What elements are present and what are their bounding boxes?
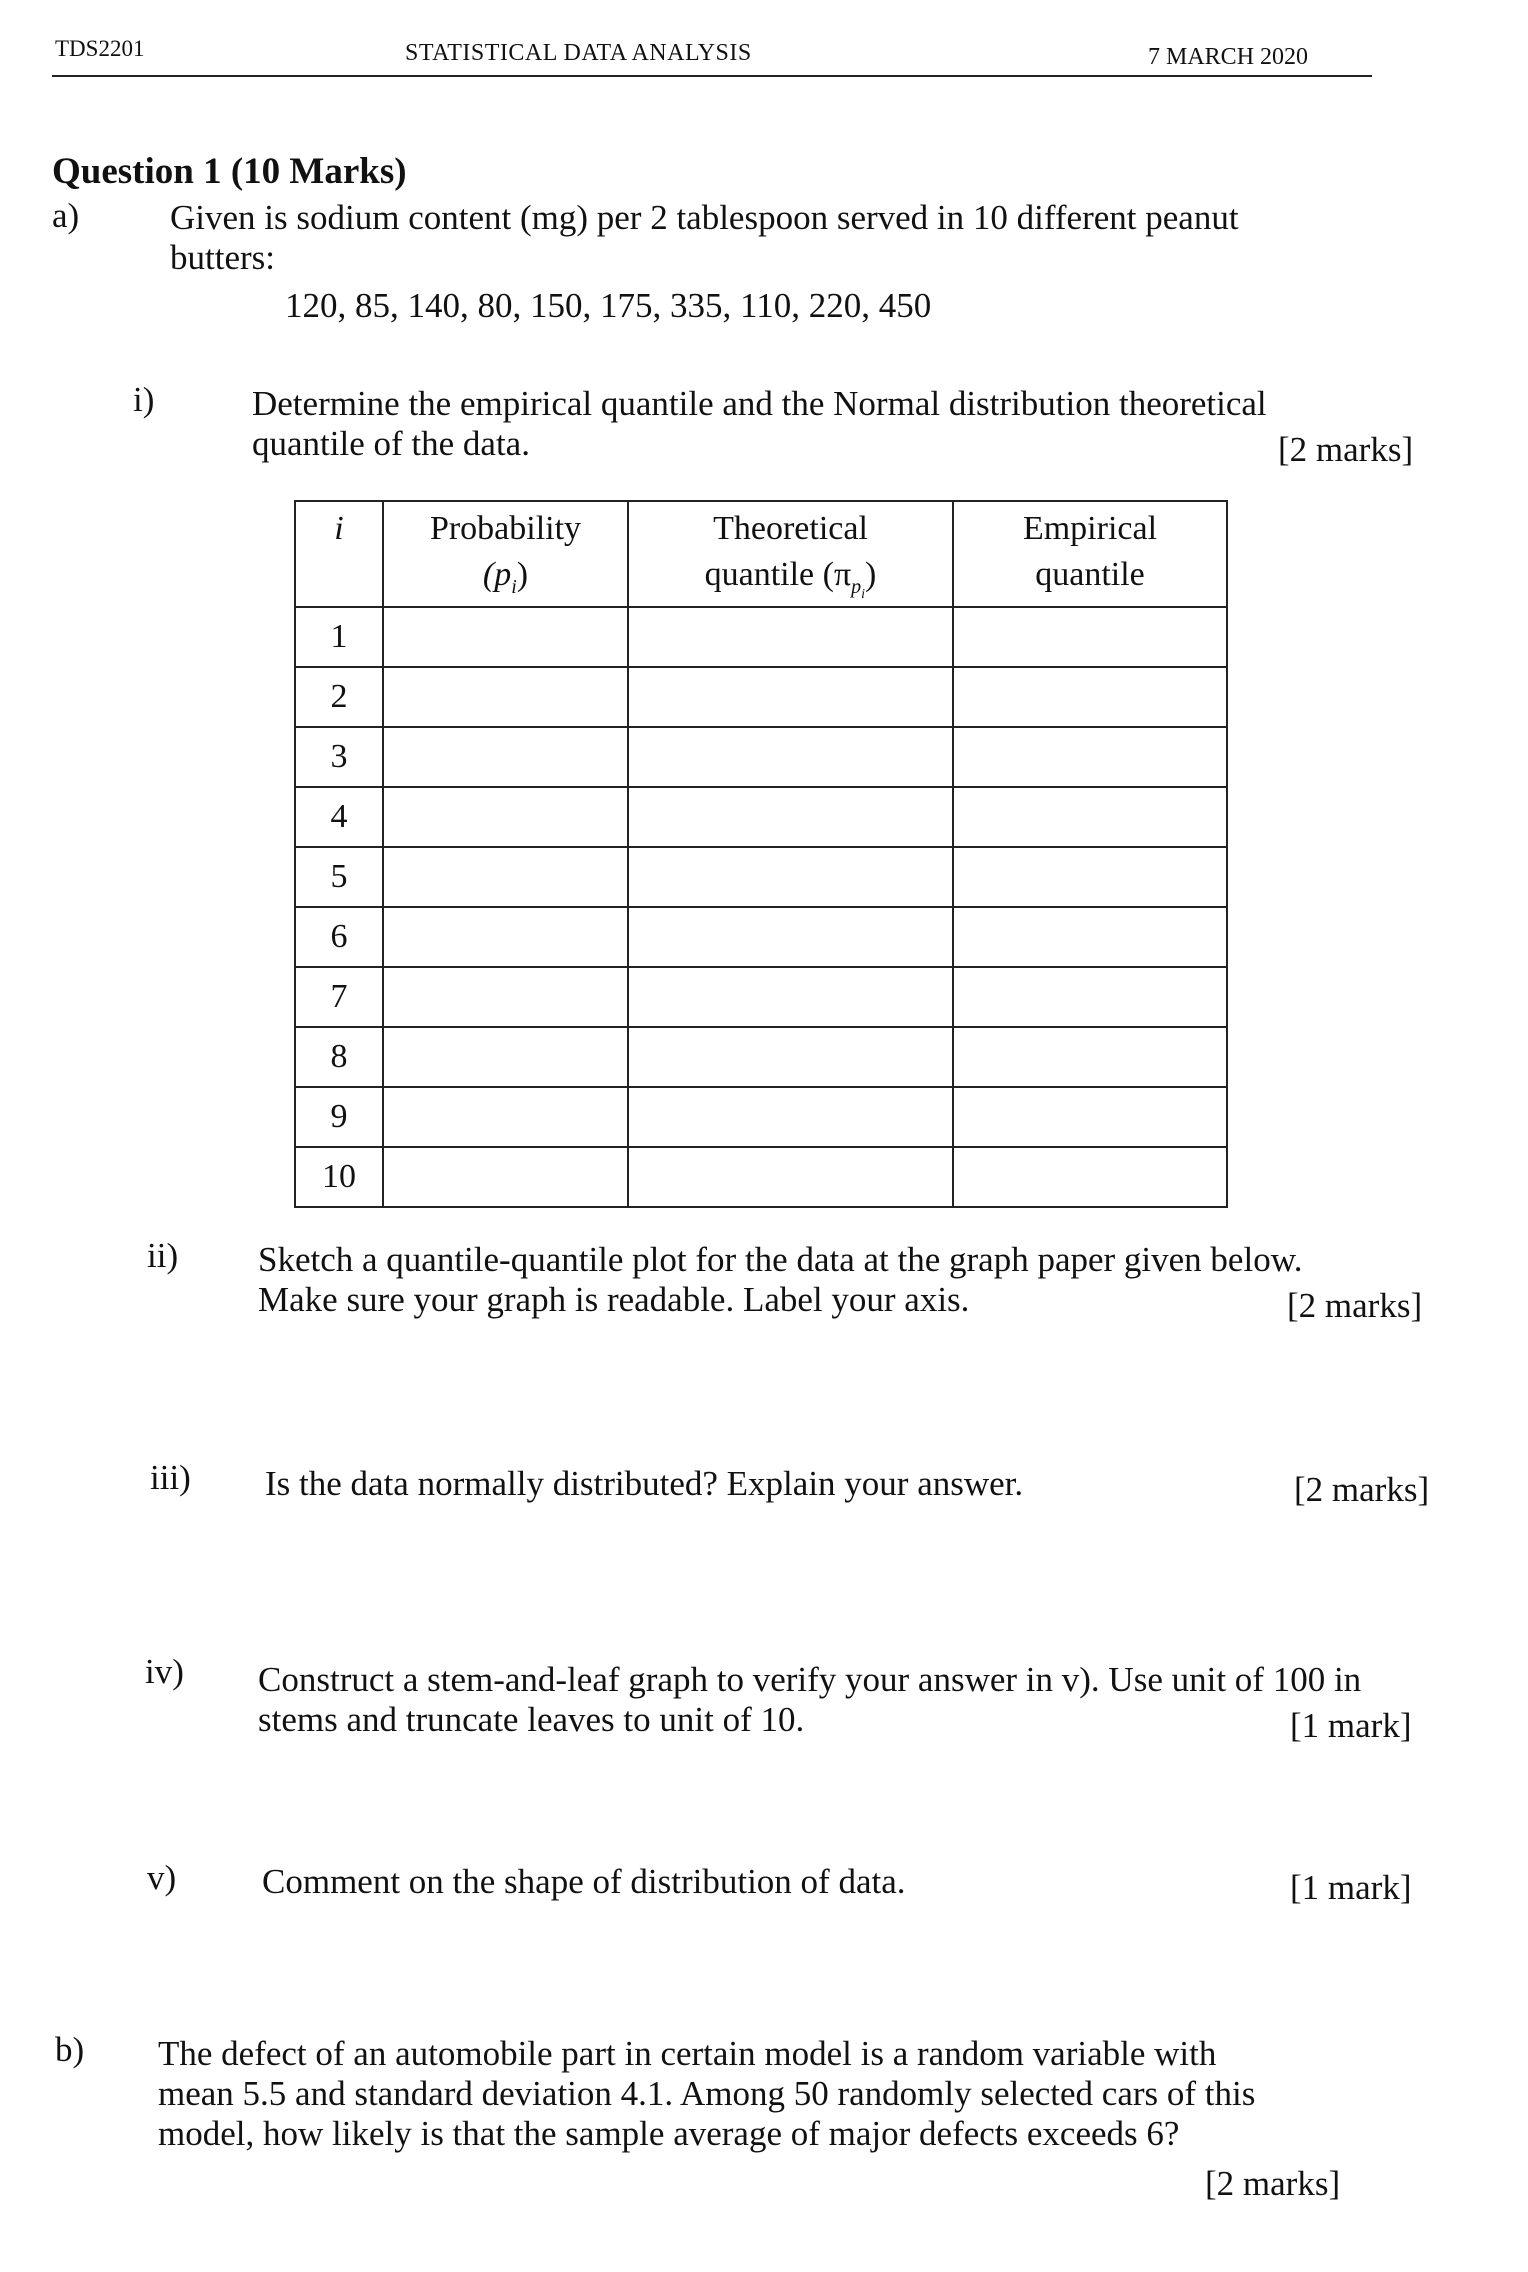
answer-cell[interactable] (628, 787, 953, 847)
item-i-marks: [2 marks] (1278, 430, 1414, 469)
row-index: 7 (295, 967, 383, 1027)
exam-date: 7 MARCH 2020 (1148, 44, 1309, 70)
part-b-text-line3: model, how likely is that the sample average of major defects exceeds 6? (158, 2114, 1180, 2153)
answer-cell[interactable] (953, 1147, 1227, 1207)
item-i-label: i) (133, 380, 155, 419)
answer-cell[interactable] (628, 847, 953, 907)
item-ii-text-line2: Make sure your graph is readable. Label your axis. (258, 1280, 970, 1319)
answer-cell[interactable] (953, 1087, 1227, 1147)
answer-cell[interactable] (628, 1087, 953, 1147)
row-index: 8 (295, 1027, 383, 1087)
answer-cell[interactable] (383, 727, 628, 787)
answer-cell[interactable] (953, 727, 1227, 787)
row-index: 1 (295, 607, 383, 667)
table-row (295, 907, 1227, 967)
answer-cell[interactable] (628, 1027, 953, 1087)
part-a-text-line1: Given is sodium content (mg) per 2 tablespoon served in 10 different peanut (170, 198, 1239, 237)
row-index: 10 (295, 1147, 383, 1207)
row-index: 6 (295, 907, 383, 967)
col-header-theoretical-quantile: Theoretical quantile $(\pi_{p_i})$ (628, 501, 953, 607)
part-b-marks: [2 marks] (1205, 2164, 1341, 2203)
answer-cell[interactable] (383, 1087, 628, 1147)
col-header-probability: Probability $(p_i)$ (383, 501, 628, 607)
answer-cell[interactable] (383, 607, 628, 667)
course-code: TDS2201 (55, 36, 145, 61)
part-b-text-line1: The defect of an automobile part in certain model is a random variable with (158, 2034, 1217, 2073)
answer-cell[interactable] (628, 907, 953, 967)
item-iv-marks: [1 mark] (1290, 1706, 1412, 1745)
row-index: 5 (295, 847, 383, 907)
answer-cell[interactable] (628, 967, 953, 1027)
item-iv-label: iv) (145, 1652, 184, 1691)
table-row (295, 967, 1227, 1027)
item-ii-marks: [2 marks] (1287, 1286, 1423, 1325)
item-i-text-line1: Determine the empirical quantile and the Normal distribution theoretical (252, 384, 1267, 423)
part-b-text-line2: mean 5.5 and standard deviation 4.1. Among 50 randomly selected cars of this (158, 2074, 1256, 2113)
item-iii-text: Is the data normally distributed? Explain your answer. (265, 1464, 1024, 1503)
table-row (295, 1087, 1227, 1147)
answer-cell[interactable] (383, 847, 628, 907)
row-index: 3 (295, 727, 383, 787)
answer-cell[interactable] (953, 1027, 1227, 1087)
answer-cell[interactable] (628, 1147, 953, 1207)
item-ii-text-line1: Sketch a quantile-quantile plot for the data at the graph paper given below. (258, 1240, 1303, 1279)
course-title: STATISTICAL DATA ANALYSIS (405, 40, 752, 66)
part-a-label: a) (52, 196, 80, 235)
item-v-label: v) (147, 1858, 177, 1897)
answer-cell[interactable] (953, 967, 1227, 1027)
item-iii-label: iii) (150, 1458, 191, 1497)
row-index: 4 (295, 787, 383, 847)
answer-cell[interactable] (383, 967, 628, 1027)
answer-cell[interactable] (953, 787, 1227, 847)
data-values: 120, 85, 140, 80, 150, 175, 335, 110, 220, 450 (285, 286, 932, 325)
col-header-empirical-quantile: Empirical quantile (953, 501, 1227, 607)
item-v-marks: [1 mark] (1290, 1868, 1412, 1907)
answer-cell[interactable] (383, 907, 628, 967)
table-row (295, 1027, 1227, 1087)
table-row (295, 847, 1227, 907)
item-ii-label: ii) (147, 1236, 179, 1275)
answer-cell[interactable] (628, 727, 953, 787)
answer-cell[interactable] (628, 607, 953, 667)
answer-cell[interactable] (953, 607, 1227, 667)
part-a-text-line2: butters: (170, 238, 275, 277)
question-title: Question 1 (10 Marks) (52, 151, 407, 192)
answer-cell[interactable] (628, 667, 953, 727)
answer-cell[interactable] (383, 667, 628, 727)
answer-cell[interactable] (953, 667, 1227, 727)
table-row (295, 727, 1227, 787)
col-header-i: i (295, 501, 383, 607)
row-index: 2 (295, 667, 383, 727)
item-iv-text-line2: stems and truncate leaves to unit of 10. (258, 1700, 805, 1739)
answer-cell[interactable] (953, 847, 1227, 907)
item-iii-marks: [2 marks] (1294, 1470, 1430, 1509)
answer-cell[interactable] (953, 907, 1227, 967)
answer-cell[interactable] (383, 787, 628, 847)
table-row (295, 787, 1227, 847)
table-row (295, 607, 1227, 667)
answer-cell[interactable] (383, 1027, 628, 1087)
quantile-table (294, 500, 1228, 1208)
table-row (295, 667, 1227, 727)
answer-cell[interactable] (383, 1147, 628, 1207)
header-divider (52, 75, 1372, 77)
item-i-text-line2: quantile of the data. (252, 424, 530, 463)
table-header-row (295, 501, 1227, 607)
table-row (295, 1147, 1227, 1207)
row-index: 9 (295, 1087, 383, 1147)
item-v-text: Comment on the shape of distribution of data. (262, 1862, 906, 1901)
part-b-label: b) (55, 2030, 85, 2069)
item-iv-text-line1: Construct a stem-and-leaf graph to verify your answer in v). Use unit of 100 in (258, 1660, 1362, 1699)
